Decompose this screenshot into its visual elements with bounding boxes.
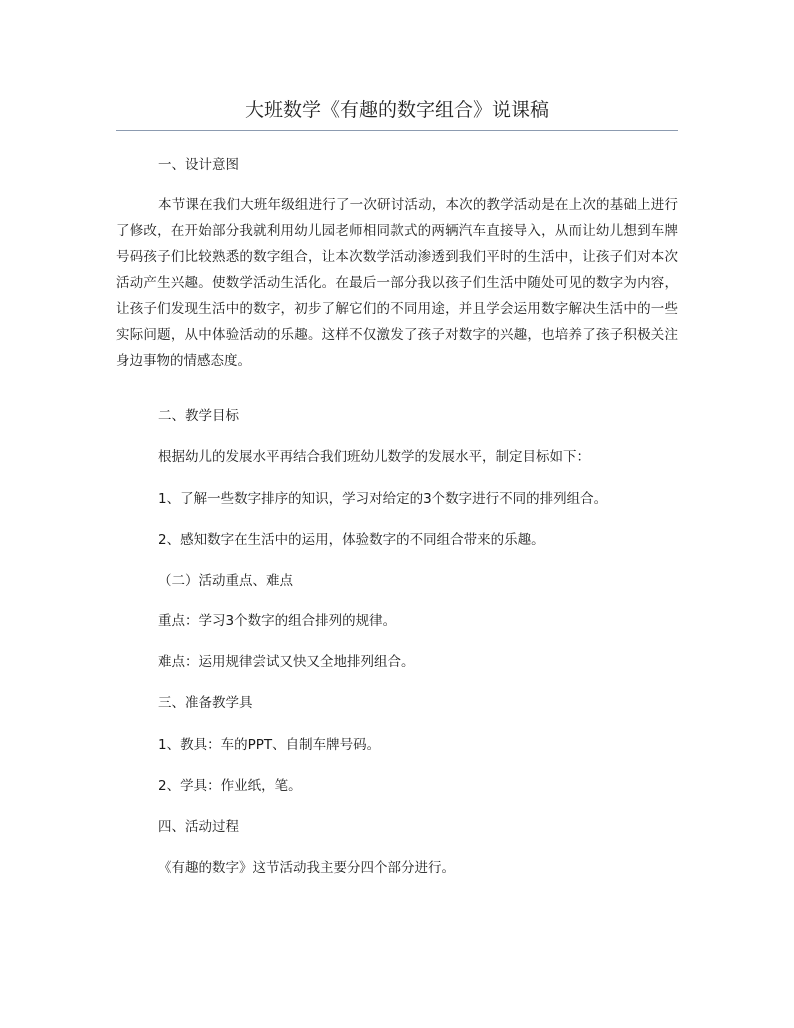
section-heading-goals: 二、教学目标 bbox=[158, 408, 239, 424]
goals-intro: 根据幼儿的发展水平再结合我们班幼儿数学的发展水平，制定目标如下： bbox=[158, 449, 590, 465]
goal-item-1: 1、了解一些数字排序的知识，学习对给定的3个数字进行不同的排列组合。 bbox=[158, 491, 608, 507]
prep-item-2: 2、学具：作业纸，笔。 bbox=[158, 778, 302, 794]
difficult-point: 难点：运用规律尝试又快又全地排列组合。 bbox=[158, 654, 415, 670]
design-paragraph: 本节课在我们大班年级组进行了一次研讨活动，本次的教学活动是在上次的基础上进行了修改，在开始部分我就利用幼儿园老师相同款式的两辆汽车直接导入，从而让幼儿想到车牌号码孩子们比较熟悉的数字组合，让本次数学活动渗透到我们平时的生活中，让孩子们对本次活动产生兴趣。使数学活动生活化。在最后一部分我以孩子们生活中随处可见的数字为内容，让孩子们发现生活中的数字，初步了解它们的不同用途，并且学会运用数字解决生活中的一些实际问题，从中体验活动的乐趣。这样不仅激发了孩子对数字的兴趣，也培养了孩子积极关注身边事物的情感态度。 bbox=[116, 197, 678, 369]
section-heading-key-points: （二）活动重点、难点 bbox=[158, 573, 293, 589]
section-heading-process: 四、活动过程 bbox=[158, 819, 239, 835]
goal-item-2: 2、感知数字在生活中的运用，体验数字的不同组合带来的乐趣。 bbox=[158, 532, 545, 548]
section-heading-preparation: 三、准备教学具 bbox=[158, 695, 253, 711]
section-heading-design: 一、设计意图 bbox=[158, 157, 239, 173]
process-intro: 《有趣的数字》这节活动我主要分四个部分进行。 bbox=[158, 860, 455, 876]
document-title: 大班数学《有趣的数字组合》说课稿 bbox=[244, 99, 549, 121]
prep-item-1: 1、教具：车的PPT、自制车牌号码。 bbox=[158, 737, 381, 753]
key-point: 重点：学习3个数字的组合排列的规律。 bbox=[158, 613, 397, 629]
title-underline bbox=[116, 130, 678, 131]
